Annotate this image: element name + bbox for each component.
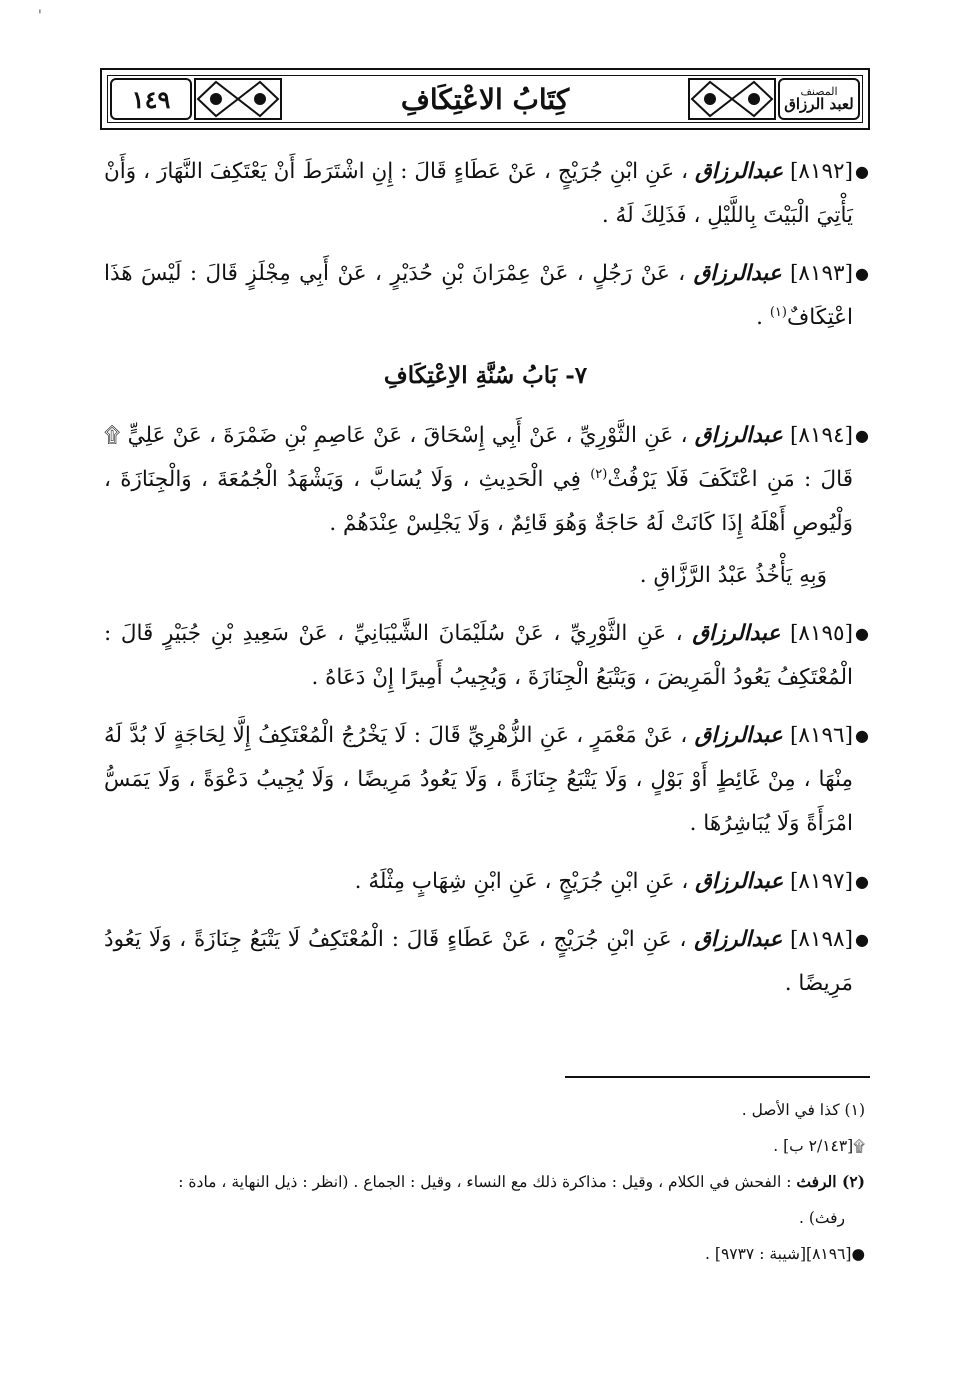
footnote-marker: (٢) <box>590 466 608 482</box>
hadith-text: ، عَنْ مَعْمَرٍ ، عَنِ الزُّهْرِيِّ قَالَ : لَا يَخْرُجُ الْمُعْتَكِفُ إِلَّا لِحَاجَةٍ لَا بُدَّ لَهُ مِنْهَا ، مِنْ غَائِطٍ أَوْ بَوْلٍ ، وَلَا يَتْبَعُ جِنَازَةً ، وَلَا يَعُودُ مَرِيضًا ، وَلَا يُجِيبُ دَعْوَةً ، وَلَا يَمَسُّ امْرَأَةً وَلَا يُبَاشِرُهَا . <box>104 723 853 836</box>
author-name: عبدالرزاق <box>695 159 784 184</box>
bullet-icon: ● <box>855 726 869 745</box>
hadith-number: [٨١٩٧] <box>790 869 853 894</box>
hadith-8194 <box>104 414 867 546</box>
hadith-8196 <box>104 714 867 846</box>
bullet-icon: ● <box>855 162 869 181</box>
author-name: عبدالرزاق <box>692 621 781 646</box>
page-number: ١٤٩ <box>131 84 171 114</box>
footnote-2-text: : الفحش في الكلام ، وقيل : مذاكرة ذلك مع النساء ، وقيل : الجماع . (انظر : ذيل النهاية ، مادة : <box>178 1173 792 1191</box>
bullet-icon: ● <box>851 1245 865 1263</box>
bullet-icon: ● <box>855 426 869 445</box>
hadith-text: ، عَنِ ابْنِ جُرَيْجٍ ، عَنِ ابْنِ شِهَابٍ مِثْلَهُ . <box>354 869 689 894</box>
hadith-8192 <box>104 150 867 238</box>
book-title: كِتَابُ الاعْتِكَافِ <box>400 82 570 116</box>
main-text <box>104 150 867 1020</box>
hadith-number: [٨١٩٢] <box>790 159 853 184</box>
hadith-number: [٨١٩٣] <box>790 261 853 286</box>
hadith-text: ، عَنْ رَجُلٍ ، عَنْ عِمْرَانَ بْنِ حُدَيْرٍ ، عَنْ أَبِي مِجْلَزٍ قَالَ : لَيْسَ هَذَا اعْتِكَافٌ <box>104 261 853 330</box>
hadith-8195 <box>104 612 867 700</box>
footnote-divider <box>565 1076 870 1078</box>
logo-line1: المصنف <box>800 85 838 98</box>
hadith-8193 <box>104 252 867 340</box>
header-ornament-right <box>688 78 776 120</box>
hadith-text: ، عَنِ الثَّوْرِيِّ ، عَنْ أَبِي إِسْحَاقَ ، عَنْ عَاصِمِ بْنِ ضَمْرَةَ ، عَنْ عَلِيٍّ ۩ قَالَ : مَنِ اعْتَكَفَ فَلَا يَرْفُثْ <box>104 423 853 492</box>
footnote-cross-reference <box>104 1236 865 1272</box>
hadith-tail: فِي الْحَدِيثِ ، وَلَا يُسَابَّ ، وَيَشْهَدُ الْجُمُعَةَ ، وَالْجِنَازَةَ ، وَلْيُوصِ أَهْلَهُ إِذَا كَانَتْ لَهُ حَاجَةٌ وَهُوَ قَائِمٌ ، وَلَا يَجْلِسْ عِنْدَهُمْ . <box>104 467 853 536</box>
footnote-marker: (١) <box>769 304 787 320</box>
hadith-number: [٨١٩٤] <box>790 423 854 448</box>
footnotes <box>104 1092 865 1272</box>
author-name: عبدالرزاق <box>694 723 783 748</box>
hadith-number: [٨١٩٦] <box>790 723 853 748</box>
bullet-icon: ● <box>855 872 869 891</box>
cross-reference-text: [٨١٩٦][شيبة : ٩٧٣٧] . <box>705 1245 852 1263</box>
logo-line2: لعبد الرزاق <box>784 95 854 113</box>
page-header <box>100 68 870 130</box>
section-heading: ٧- بَابُ سُنَّةِ الاِعْتِكَافِ <box>383 362 588 389</box>
footnote-2-label: (٢) الرفث <box>796 1172 865 1191</box>
hadith-number: [٨١٩٨] <box>790 927 853 952</box>
bullet-icon: ● <box>855 624 869 643</box>
footnote-folio: ۩[٢/١٤٣ ب] . <box>773 1137 865 1155</box>
page-number-badge <box>110 78 192 120</box>
header-ornament-left <box>194 78 282 120</box>
hadith-text: ، عَنِ ابْنِ جُرَيْجٍ ، عَنْ عَطَاءٍ قَالَ : الْمُعْتَكِفُ لَا يَتْبَعُ جِنَازَةً ، وَلَا يَعُودُ مَرِيضًا . <box>104 927 853 996</box>
hadith-text: ، عَنِ الثَّوْرِيِّ ، عَنْ سُلَيْمَانَ الشَّيْبَانِيِّ ، عَنْ سَعِيدِ بْنِ جُبَيْرٍ قَالَ : الْمُعْتَكِفُ يَعُودُ الْمَرِيضَ ، وَيَتْبَعُ الْجِنَازَةَ ، وَيُجِيبُ أَمِيرًا إِنْ دَعَاهُ . <box>104 621 853 690</box>
book-logo <box>778 78 860 120</box>
author-name: عبدالرزاق <box>694 423 783 448</box>
bullet-icon: ● <box>855 930 869 949</box>
footnote-1: (١) كذا في الأصل . <box>741 1101 865 1119</box>
author-name: عبدالرزاق <box>693 261 782 286</box>
bullet-icon: ● <box>855 264 869 283</box>
author-name: عبدالرزاق <box>694 927 783 952</box>
corner-mark: ' <box>38 8 42 24</box>
hadith-text: ، عَنِ ابْنِ جُرَيْجٍ ، عَنْ عَطَاءٍ قَالَ : إِنِ اشْتَرَطَ أَنْ يَعْتَكِفَ النَّهَارَ ، وَأَنْ يَأْتِيَ الْبَيْتَ بِاللَّيْلِ ، فَذَلِكَ لَهُ . <box>104 159 853 228</box>
footnote-2 <box>104 1164 865 1200</box>
author-name: عبدالرزاق <box>695 869 784 894</box>
footnote-2-continuation: رفث) . <box>798 1209 845 1227</box>
hadith-8198 <box>104 918 867 1006</box>
hadith-number: [٨١٩٥] <box>790 621 853 646</box>
hadith-8197 <box>104 860 867 904</box>
hadith-tail: . <box>756 305 770 330</box>
editor-note: وَبِهِ يَأْخُذُ عَبْدُ الرَّزَّاقِ . <box>639 563 827 588</box>
